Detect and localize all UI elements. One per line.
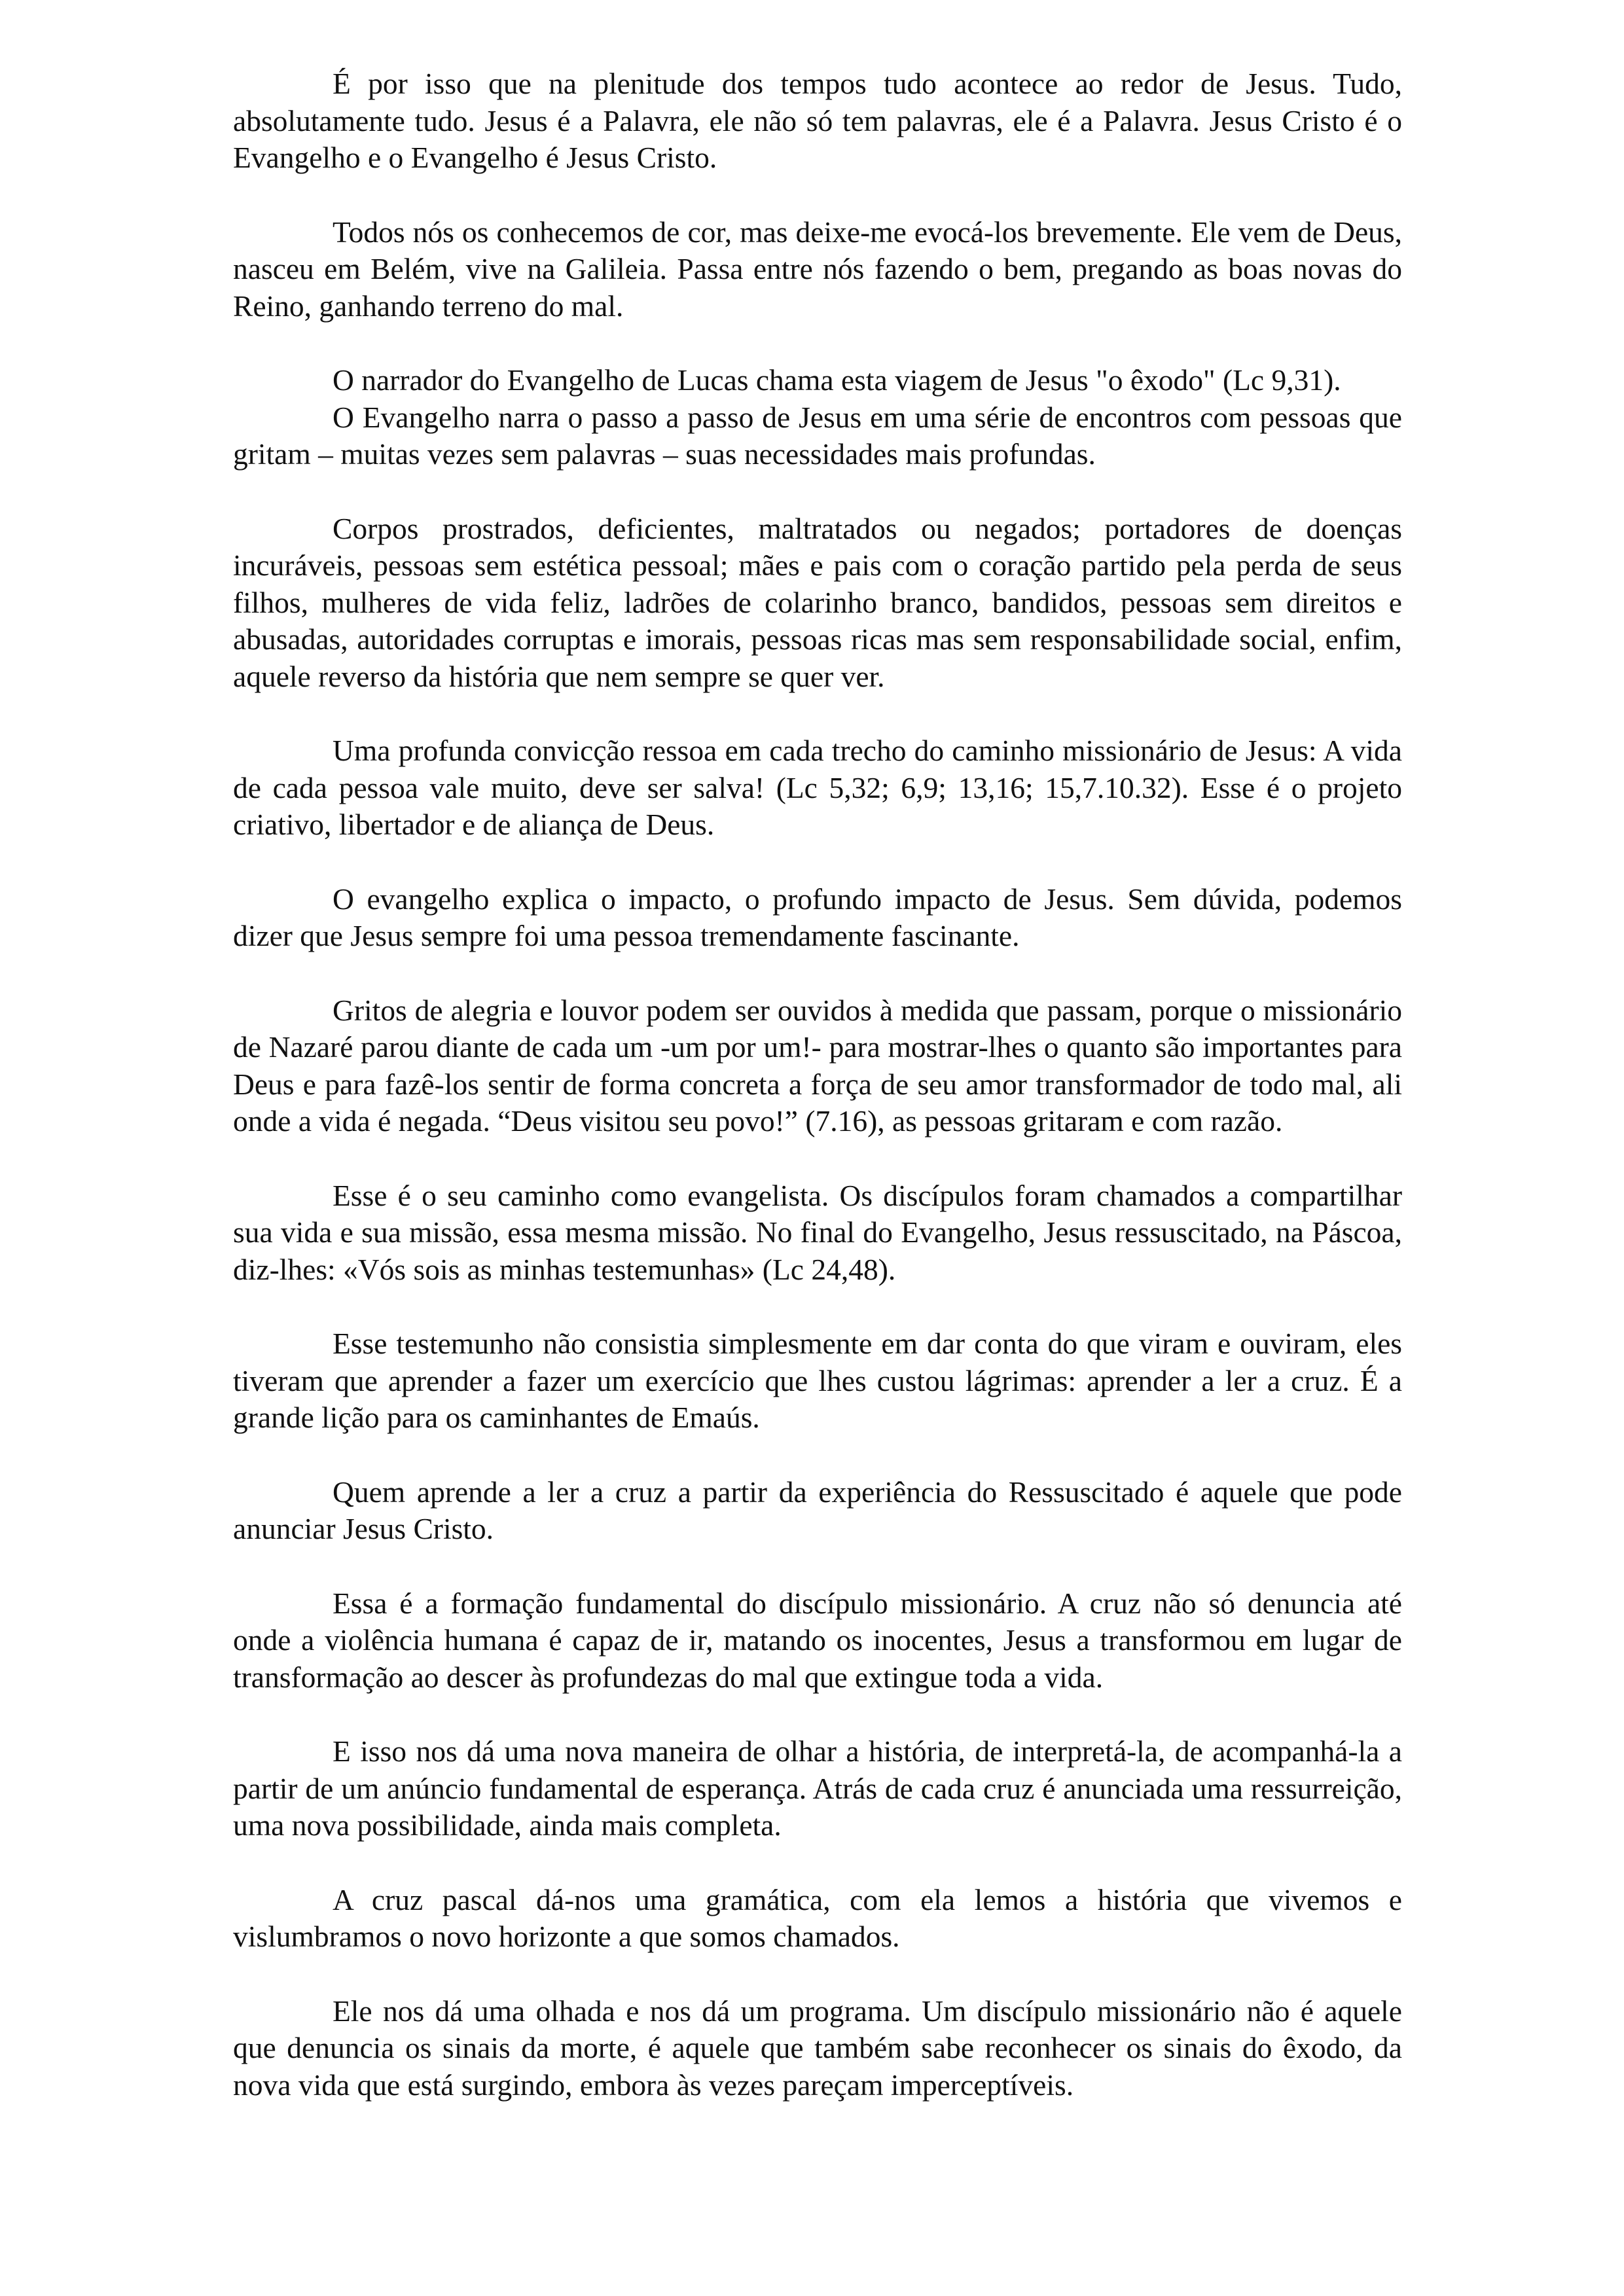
paragraph-13: E isso nos dá uma nova maneira de olhar a história, de interpretá-la, de acompanhá-la a partir de um anúncio fundamental de esperança. Atrás de cada cruz é anunciada uma ressurreição, uma nova possibilidade, ainda mais completa. — [233, 1734, 1402, 1842]
paragraph-5: Corpos prostrados, deficientes, maltratados ou negados; portadores de doenças incuráveis, pessoas sem estética pessoal; mães e pais com o coração partido pela perda de seus filhos, mulheres de vida feliz, ladrões de colarinho branco, bandidos, pessoas sem direitos e abusadas, autoridades corruptas e imorais, pessoas ricas mas sem responsabilidade social, enfim, aquele reverso da história que nem sempre se quer ver. — [233, 511, 1402, 693]
paragraph-11: Quem aprende a ler a cruz a partir da experiência do Ressuscitado é aquele que pode anunciar Jesus Cristo. — [233, 1475, 1402, 1545]
paragraph-10: Esse testemunho não consistia simplesmente em dar conta do que viram e ouviram, eles tiveram que aprender a fazer um exercício que lhes custou lágrimas: aprender a ler a cruz. É a grande lição para os caminhantes de Emaús. — [233, 1327, 1402, 1434]
paragraph-6: Uma profunda convicção ressoa em cada trecho do caminho missionário de Jesus: A vida de cada pessoa vale muito, deve ser salva! (Lc 5,32; 6,9; 13,16; 15,7.10.32). Esse é o projeto criativo, libertador e de aliança de Deus. — [233, 734, 1402, 841]
paragraph-1: É por isso que na plenitude dos tempos tudo acontece ao redor de Jesus. Tudo, absolutamente tudo. Jesus é a Palavra, ele não só tem palavras, ele é a Palavra. Jesus Cristo é o Evangelho e o Evangelho é Jesus Cristo. — [233, 67, 1402, 174]
paragraph-4: O Evangelho narra o passo a passo de Jesus em uma série de encontros com pessoas que gritam – muitas vezes sem palavras – suas necessidades mais profundas. — [233, 400, 1402, 471]
document-page — [233, 65, 1402, 2141]
paragraph-9: Esse é o seu caminho como evangelista. Os discípulos foram chamados a compartilhar sua vida e sua missão, essa mesma missão. No final do Evangelho, Jesus ressuscitado, na Páscoa, diz-lhes: «Vós sois as minhas testemunhas» (Lc 24,48). — [233, 1178, 1402, 1286]
paragraph-8: Gritos de alegria e louvor podem ser ouvidos à medida que passam, porque o missionário de Nazaré parou diante de cada um -um por um!- para mostrar-lhes o quanto são importantes para Deus e para fazê-los sentir de forma concreta a força de seu amor transformador de todo mal, ali onde a vida é negada. “Deus visitou seu povo!” (7.16), as pessoas gritaram e com razão. — [233, 993, 1402, 1138]
paragraph-3: O narrador do Evangelho de Lucas chama esta viagem de Jesus "o êxodo" (Lc 9,31). — [333, 363, 1341, 397]
paragraph-2: Todos nós os conhecemos de cor, mas deixe-me evocá-los brevemente. Ele vem de Deus, nasceu em Belém, vive na Galileia. Passa entre nós fazendo o bem, pregando as boas novas do Reino, ganhando terreno do mal. — [233, 215, 1402, 323]
paragraph-14: A cruz pascal dá-nos uma gramática, com ela lemos a história que vivemos e vislumbramos o novo horizonte a que somos chamados. — [233, 1882, 1402, 1953]
paragraph-12: Essa é a formação fundamental do discípulo missionário. A cruz não só denuncia até onde a violência humana é capaz de ir, matando os inocentes, Jesus a transformou em lugar de transformação ao descer às profundezas do mal que extingue toda a vida. — [233, 1586, 1402, 1694]
paragraph-15: Ele nos dá uma olhada e nos dá um programa. Um discípulo missionário não é aquele que denuncia os sinais da morte, é aquele que também sabe reconhecer os sinais do êxodo, da nova vida que está surgindo, embora às vezes pareçam imperceptíveis. — [233, 1994, 1402, 2102]
paragraph-7: O evangelho explica o impacto, o profundo impacto de Jesus. Sem dúvida, podemos dizer que Jesus sempre foi uma pessoa tremendamente fascinante. — [233, 882, 1402, 952]
